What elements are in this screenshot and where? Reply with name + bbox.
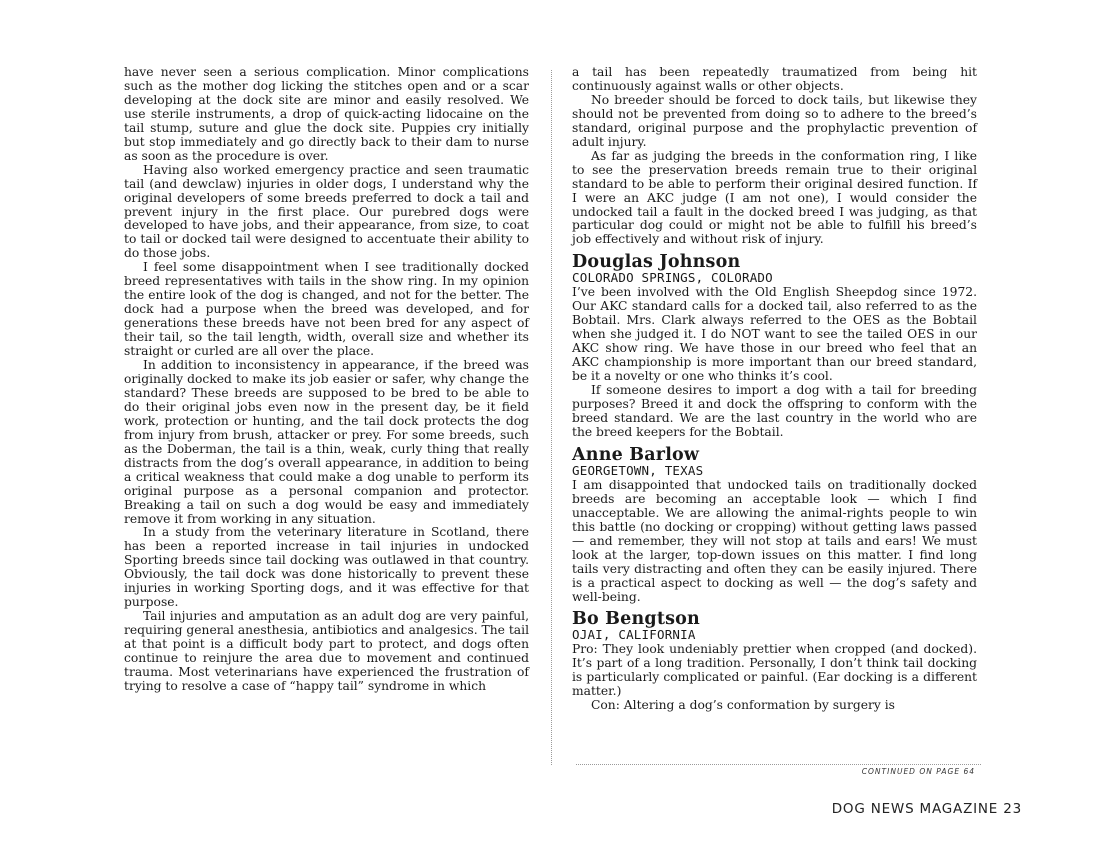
paragraph: have never seen a serious complication. Minor complications such as the mother dog licking the stitches open and or a scar developing at the dock site are minor and easily resolved. We use sterile instruments, a drop of quick-acting lidocaine on the tail stump, suture and glue the dock site. Puppies cry initially but stop immediately and go directly back to their dam to nurse as soon as the procedure is over. — [124, 65, 529, 163]
paragraph: No breeder should be forced to dock tails, but likewise they should not be prevented from doing so to adhere to the breed’s standard, original purpose and the prophylactic prevention of adult injury. — [572, 92, 977, 149]
paragraph: Pro: They look undeniably prettier when cropped (and docked). It’s part of a long tradition. Personally, I don’t think tail docking is particularly complicated or painful. (Ear docking is a different matter.) — [572, 642, 977, 699]
continued-text: CONTINUED ON PAGE 64 — [861, 767, 975, 776]
paragraph: I am disappointed that undocked tails on traditionally docked breeds are becoming an acceptable look — which I find unacceptable. We are allowing the animal-rights people to win this battle (no docking or cropping) without getting laws passed — and remember, they will not stop at tails and ears! We must look at the larger, top-down issues on this matter. I find long tails very distracting and often they can be easily injured. There is a practical aspect to docking as well — the dog’s safety and well-being. — [572, 477, 977, 604]
contributor-name: Anne Barlow — [572, 444, 700, 465]
paragraph: In a study from the veterinary literature in Scotland, there has been a reported increase in tail injuries in undocked Sporting breeds since tail docking was outlawed in that country. Obviously, the tail dock was done historically to prevent these injuries in working Sporting dogs, and it was effective for that purpose. — [124, 525, 529, 610]
paragraph: I feel some disappointment when I see traditionally docked breed representatives with tails in the show ring. In my opinion the entire look of the dog is changed, and not for the better. The dock had a purpose when the breed was developed, and for generations these breeds have not been bred for any aspect of their tail, so the tail length, width, overall size and whether its straight or curled are all over the place. — [124, 260, 529, 359]
paragraph: Having also worked emergency practice and seen traumatic tail (and dewclaw) injuries in older dogs, I understand why the original developers of some breeds preferred to dock a tail and prevent injury in the first place. Our purebred dogs were developed to have jobs, and their appearance, from size, to coat to tail or docked tail were designed to accentuate their ability to do those jobs. — [124, 162, 529, 261]
paragraph: If someone desires to import a dog with a tail for breeding purposes? Breed it and dock the offspring to conform with the breed standard. We are the last country in the world who are the breed keepers for the Bobtail. — [572, 383, 977, 439]
column-divider — [551, 70, 552, 765]
paragraph: Tail injuries and amputation as an adult dog are very painful, requiring general anesthesia, antibiotics and analgesics. The tail at that point is a difficult body part to protect, and dogs often continue to reinjure the area due to movement and continued trauma. Most veterinarians have experienced the frustration of trying to resolve a case of “happy tail” syndrome in which — [124, 609, 529, 693]
right-column — [572, 66, 977, 713]
left-column — [124, 66, 529, 694]
contributor-name: Bo Bengtson — [572, 609, 700, 630]
contributor-location: GEORGETOWN, TEXAS — [572, 462, 704, 478]
paragraph: a tail has been repeatedly traumatized from being hit continuously against walls or other objects. — [572, 65, 977, 93]
byline-anne-barlow — [572, 446, 977, 478]
byline-bo-bengtson — [572, 610, 977, 642]
page-footer: DOG NEWS MAGAZINE 23 — [831, 801, 1022, 817]
contributor-name: Douglas Johnson — [572, 252, 741, 273]
byline-douglas-johnson — [572, 253, 977, 285]
paragraph: In addition to inconsistency in appearance, if the breed was originally docked to make its job easier or safer, why change the standard? These breeds are supposed to be bred to be able to do their original jobs even now in the present day, be it field work, protection or hunting, and the tail dock protects the dog from injury from brush, attacker or prey. For some breeds, such as the Doberman, the tail is a thin, weak, curly thing that really distracts from the dog’s overall appearance, in addition to being a critical weakness that could make a dog unable to perform its original purpose as a personal companion and protector. Breaking a tail on such a dog would be easy and immediately remove it from working in any situation. — [124, 358, 529, 526]
paragraph: As far as judging the breeds in the conformation ring, I like to see the preservation breeds remain true to their original standard to be able to perform their original desired function. If I were an AKC judge (I am not one), I would consider the undocked tail a fault in the docked breed I was judging, as that particular dog could or might not be able to fulfill his breed’s job effectively and without risk of injury. — [572, 148, 977, 247]
contributor-location: OJAI, CALIFORNIA — [572, 627, 696, 643]
paragraph: I’ve been involved with the Old English Sheepdog since 1972. Our AKC standard calls for a docked tail, also referred to as the Bobtail. Mrs. Clark always referred to the OES as the Bobtail when she judged it. I do NOT want to see the tailed OES in our AKC show ring. We have those in our breed who feel that an AKC championship is more important than our breed standard, be it a novelty or one who thinks it’s cool. — [572, 285, 977, 384]
paragraph: Con: Altering a dog’s conformation by surgery is — [591, 698, 895, 713]
continued-on-page-note — [576, 764, 981, 776]
contributor-location: COLORADO SPRINGS, COLORADO — [572, 270, 773, 286]
